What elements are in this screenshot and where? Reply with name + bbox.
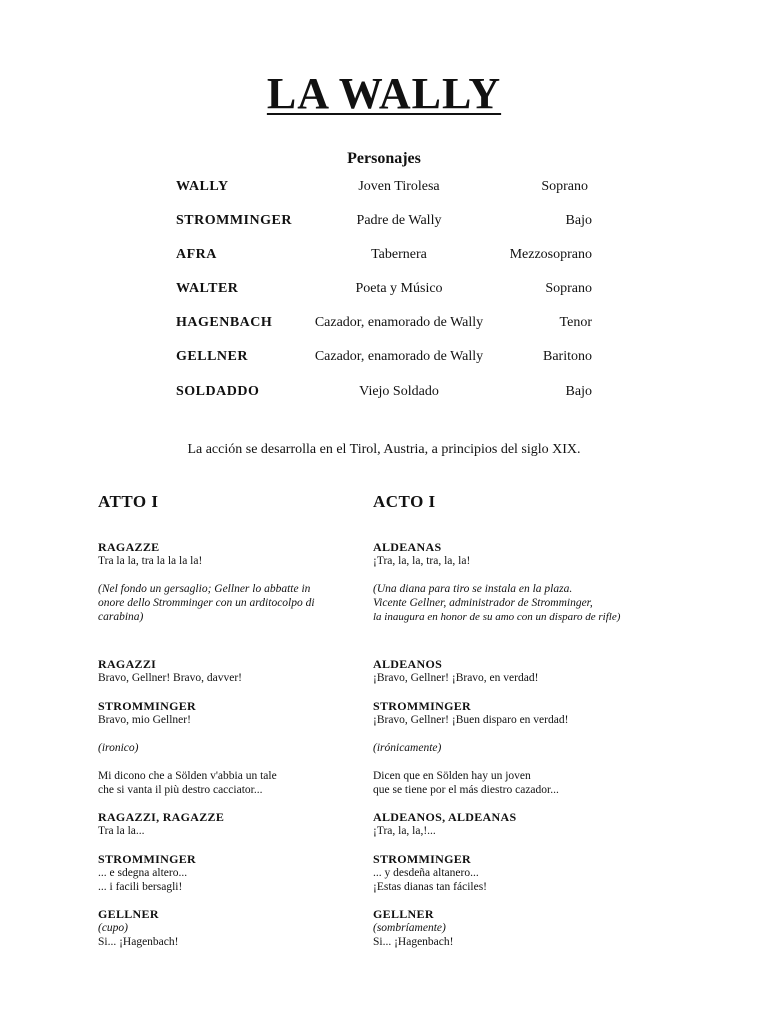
- dialogue-text: [98, 769, 277, 797]
- cast-row-walter: [176, 281, 592, 301]
- act-heading-italian: ATTO I: [98, 492, 159, 511]
- cast-voice: Soprano: [541, 179, 588, 194]
- speaker-name: STROMMINGER: [373, 699, 471, 713]
- stage-direction: [373, 741, 441, 755]
- stage-direction-line: (Nel fondo un gersaglio; Gellner lo abbatte in: [98, 583, 311, 595]
- dialogue-block: [98, 699, 196, 727]
- cast-name: STROMMINGER: [176, 213, 292, 228]
- dialogue-line: Si... ¡Hagenbach!: [98, 936, 179, 948]
- stage-direction: [98, 582, 315, 624]
- cast-name: WALTER: [176, 281, 239, 296]
- speaker-name: STROMMINGER: [98, 852, 196, 866]
- dialogue-line: ¡Bravo, Gellner! ¡Buen disparo en verdad!: [373, 714, 569, 726]
- dialogue-block: [98, 657, 242, 685]
- speaker-name: RAGAZZE: [98, 540, 160, 554]
- cast-voice: Baritono: [543, 349, 592, 364]
- dialogue-block: [373, 657, 538, 685]
- cast-row-gellner: [176, 349, 592, 369]
- cast-voice: Mezzosoprano: [509, 247, 592, 262]
- stage-direction-line: onore dello Stromminger con un arditocolpo di: [98, 597, 315, 609]
- dialogue-block: [373, 907, 453, 949]
- cast-name: WALLY: [176, 179, 229, 194]
- setting-note: La acción se desarrolla en el Tirol, Austria, a principios del siglo XIX.: [187, 442, 581, 457]
- stage-direction-line: (ironico): [98, 742, 139, 754]
- cast-row-wally: [176, 179, 592, 199]
- dialogue-line: che si vanta il più destro cacciator...: [98, 784, 263, 796]
- cast-voice: Tenor: [559, 315, 592, 330]
- act-heading-spanish: ACTO I: [373, 492, 436, 511]
- dialogue-line: ¡Tra, la, la,!...: [373, 825, 436, 837]
- dialogue-line: ¡Bravo, Gellner! ¡Bravo, en verdad!: [373, 672, 539, 684]
- dialogue-block: [98, 852, 196, 894]
- stage-direction: [98, 741, 138, 755]
- dialogue-line: ¡Tra, la, la, tra, la, la!: [373, 555, 471, 567]
- personajes-heading: Personajes: [347, 150, 421, 167]
- speaker-name: RAGAZZI: [98, 657, 157, 671]
- dialogue-block: [98, 810, 224, 838]
- stage-direction-line: carabina): [98, 611, 144, 623]
- dialogue-block: [373, 810, 516, 838]
- dialogue-line: Tra la la...: [98, 825, 145, 837]
- dialogue-block: [373, 699, 568, 727]
- dialogue-block: [373, 852, 487, 894]
- speaker-name: ALDEANAS: [373, 540, 442, 554]
- cast-name: SOLDADDO: [176, 384, 260, 399]
- dialogue-line: Dicen que en Sölden hay un joven: [373, 770, 531, 782]
- speaker-name: GELLNER: [98, 907, 159, 921]
- dialogue-block: [98, 907, 178, 949]
- stage-direction-line: (irónicamente): [373, 742, 442, 754]
- dialogue-line: Tra la la, tra la la la la!: [98, 555, 203, 567]
- page-title: LA WALLY: [266, 69, 502, 118]
- cast-row-afra: [176, 247, 592, 267]
- stage-direction-line: (cupo): [98, 922, 129, 934]
- cast-description: Viejo Soldado: [359, 384, 439, 399]
- speaker-name: ALDEANOS, ALDEANAS: [373, 810, 517, 824]
- stage-direction: [373, 582, 620, 624]
- stage-direction-line: (sombríamente): [373, 922, 446, 934]
- speaker-name: RAGAZZI, RAGAZZE: [98, 810, 225, 824]
- dialogue-line: que se tiene por el más diestro cazador...: [373, 784, 559, 796]
- dialogue-line: Bravo, Gellner! Bravo, davver!: [98, 672, 243, 684]
- dialogue-text: [373, 769, 559, 797]
- dialogue-line: Mi dicono che a Sölden v'abbia un tale: [98, 770, 277, 782]
- stage-direction-line: la inaugura en honor de su amo con un disparo de rifle): [373, 611, 621, 623]
- stage-direction-line: (Una diana para tiro se instala en la plaza.: [373, 583, 573, 595]
- cast-description: Poeta y Músico: [355, 281, 443, 296]
- dialogue-line: Si... ¡Hagenbach!: [373, 936, 454, 948]
- stage-direction-line: Vicente Gellner, administrador de Stromminger,: [373, 597, 593, 609]
- cast-voice: Bajo: [565, 384, 592, 399]
- cast-voice: Bajo: [565, 213, 592, 228]
- cast-name: GELLNER: [176, 349, 248, 364]
- speaker-name: GELLNER: [373, 907, 434, 921]
- cast-row-stromminger: [176, 213, 592, 233]
- speaker-name: STROMMINGER: [373, 852, 471, 866]
- cast-name: AFRA: [176, 247, 217, 262]
- cast-description: Tabernera: [371, 247, 427, 262]
- cast-name: HAGENBACH: [176, 315, 273, 330]
- cast-voice: Soprano: [545, 281, 592, 296]
- cast-row-soldaddo: [176, 384, 592, 404]
- dialogue-block: [373, 540, 470, 568]
- cast-description: Joven Tirolesa: [358, 179, 440, 194]
- cast-description: Cazador, enamorado de Wally: [314, 315, 484, 330]
- cast-row-hagenbach: [176, 315, 592, 335]
- dialogue-line: Bravo, mio Gellner!: [98, 714, 191, 726]
- speaker-name: STROMMINGER: [98, 699, 196, 713]
- dialogue-line: ¡Estas dianas tan fáciles!: [373, 881, 487, 893]
- cast-description: Cazador, enamorado de Wally: [314, 349, 484, 364]
- speaker-name: ALDEANOS: [373, 657, 443, 671]
- dialogue-block: [98, 540, 202, 568]
- dialogue-line: ... i facili bersagli!: [98, 881, 183, 893]
- cast-description: Padre de Wally: [356, 213, 442, 228]
- dialogue-line: ... y desdeña altanero...: [373, 867, 479, 879]
- dialogue-line: ... e sdegna altero...: [98, 867, 188, 879]
